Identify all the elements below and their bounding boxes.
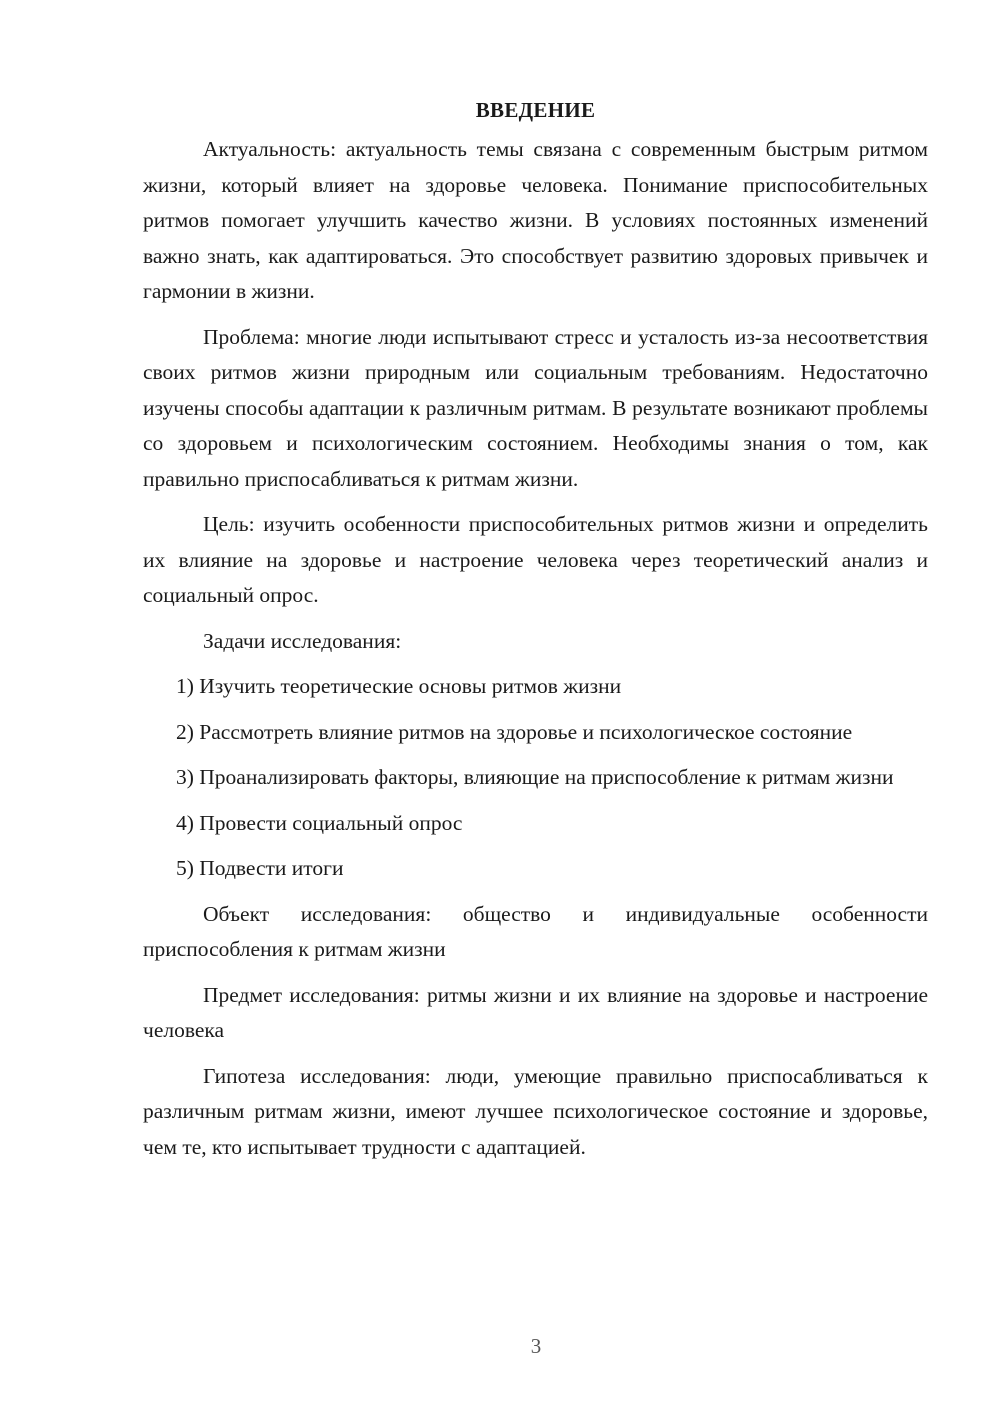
problem-paragraph: Проблема: многие люди испытывают стресс и усталость из-за несоответствия своих ритмов жизни природным или социальным требованиям. Недостаточно изучены способы адаптации к различным ритмам. В результате возникают проблемы со здоровьем и психологическим состоянием. Необходимы знания о том, как правильно приспосабливаться к ритмам жизни. <box>143 324 928 491</box>
relevance-paragraph: Актуальность: актуальность темы связана с современным быстрым ритмом жизни, который влияет на здоровье человека. Понимание приспособительных ритмов помогает улучшить качество жизни. В условиях постоянных изменений важно знать, как адаптироваться. Это способствует развитию здоровых привычек и гармонии в жизни. <box>143 137 928 303</box>
task-item-3: 3) Проанализировать факторы, влияющие на приспособление к ритмам жизни <box>176 765 894 789</box>
document-page <box>143 92 928 1165</box>
page-number: 3 <box>530 1334 542 1358</box>
goal-paragraph: Цель: изучить особенности приспособительных ритмов жизни и определить их влияние на здоровье и настроение человека через теоретический анализ и социальный опрос. <box>143 512 928 607</box>
section-heading: ВВЕДЕНИЕ <box>475 98 596 122</box>
task-item-1: 1) Изучить теоретические основы ритмов жизни <box>176 674 622 698</box>
object-paragraph: Объект исследования: общество и индивидуальные особенности приспособления к ритмам жизни <box>143 901 928 961</box>
task-item-2: 2) Рассмотреть влияние ритмов на здоровье и психологическое состояние <box>176 719 853 744</box>
tasks-heading: Задачи исследования: <box>203 628 402 653</box>
task-item-5: 5) Подвести итоги <box>176 856 344 880</box>
task-item-4: 4) Провести социальный опрос <box>176 810 463 835</box>
subject-paragraph: Предмет исследования: ритмы жизни и их влияние на здоровье и настроение человека <box>143 982 928 1042</box>
hypothesis-paragraph: Гипотеза исследования: люди, умеющие правильно приспосабливаться к различным ритмам жизни, имеют лучшее психологическое состояние и здоровье, чем те, кто испытывает трудности с адаптацией. <box>143 1063 928 1159</box>
